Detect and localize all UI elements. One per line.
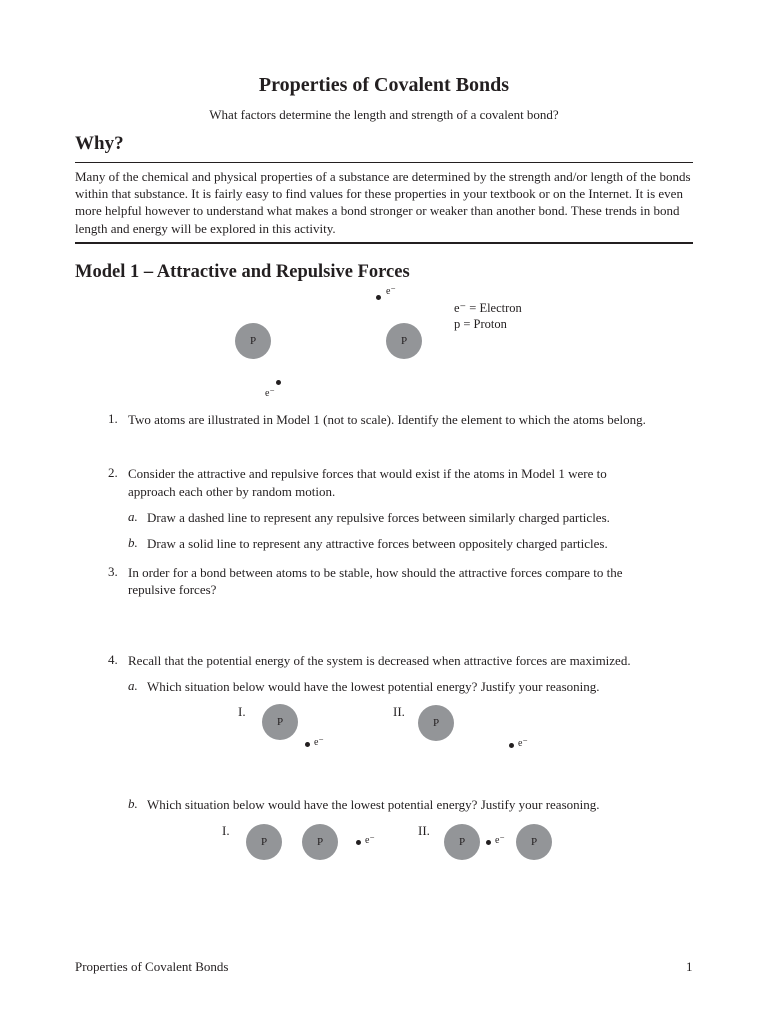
- q4-text: Recall that the potential energy of the system is decreased when attractive forces are maximized.: [128, 653, 631, 668]
- q4b-option-2-proton-left: P: [444, 824, 480, 860]
- q2b-letter: b.: [128, 535, 138, 550]
- q4a-text: Which situation below would have the lowest potential energy? Justify your reasoning.: [147, 679, 600, 694]
- why-paragraph: Many of the chemical and physical properties of a substance are determined by the strength and/or length of the bonds within that substance. It is fairly easy to find values for these properties in your textbook or on the Internet. It is even more helpful however to understand what makes a bond stronger or weaker than another bond. These trends in bond length and energy will be explored in this activity.: [75, 169, 691, 236]
- page-number: 1: [686, 959, 693, 974]
- q4b-text: Which situation below would have the lowest potential energy? Justify your reasoning.: [147, 797, 600, 812]
- page-title: Properties of Covalent Bonds: [258, 74, 510, 96]
- model-electron-top-label: e⁻: [386, 286, 396, 297]
- q4b-option-1-label: I.: [222, 823, 230, 838]
- q2-number: 2.: [108, 465, 118, 480]
- q4b-option-1-electron-label: e⁻: [365, 835, 375, 846]
- legend-proton: p = Proton: [454, 317, 507, 331]
- model-proton-left: P: [235, 323, 271, 359]
- footer-title: Properties of Covalent Bonds: [75, 959, 229, 974]
- q4a-option-1-electron-dot: [305, 742, 310, 747]
- q2a-letter: a.: [128, 509, 138, 524]
- q3-number: 3.: [108, 564, 118, 579]
- why-bottom-rule: [75, 242, 693, 244]
- q4b-option-2-electron-label: e⁻: [495, 835, 505, 846]
- q2-text-line1: Consider the attractive and repulsive forces that would exist if the atoms in Model 1 were to: [128, 466, 607, 481]
- model-electron-bottom-dot: [276, 380, 281, 385]
- q1-number: 1.: [108, 411, 118, 426]
- q2b-text: Draw a solid line to represent any attractive forces between oppositely charged particles.: [147, 536, 608, 551]
- q4a-option-2-proton: P: [418, 705, 454, 741]
- q3-text-line2: repulsive forces?: [128, 582, 217, 597]
- q4b-option-1-electron-dot: [356, 840, 361, 845]
- q4a-option-1-electron-label: e⁻: [314, 737, 324, 748]
- q4b-option-1-proton-left: P: [246, 824, 282, 860]
- q4a-option-2-electron-dot: [509, 743, 514, 748]
- q4-number: 4.: [108, 652, 118, 667]
- q2-text-line2: approach each other by random motion.: [128, 484, 336, 499]
- q2a-text: Draw a dashed line to represent any repulsive forces between similarly charged particles.: [147, 510, 610, 525]
- model-electron-bottom-label: e⁻: [265, 388, 275, 399]
- q4a-option-1-label: I.: [238, 704, 246, 719]
- page-subtitle: What factors determine the length and strength of a covalent bond?: [209, 107, 559, 122]
- model-heading: Model 1 – Attractive and Repulsive Forces: [75, 262, 410, 282]
- q4b-option-1-proton-right: P: [302, 824, 338, 860]
- q4b-letter: b.: [128, 796, 138, 811]
- q4b-option-2-electron-dot: [486, 840, 491, 845]
- q4a-letter: a.: [128, 678, 138, 693]
- q4a-option-2-electron-label: e⁻: [518, 738, 528, 749]
- q4a-option-1-proton: P: [262, 704, 298, 740]
- q4a-option-2-label: II.: [393, 704, 405, 719]
- q4b-option-2-proton-right: P: [516, 824, 552, 860]
- why-top-rule: [75, 162, 693, 163]
- q1-text: Two atoms are illustrated in Model 1 (not to scale). Identify the element to which the atoms belong.: [128, 412, 646, 427]
- model-proton-right: P: [386, 323, 422, 359]
- q4b-option-2-label: II.: [418, 823, 430, 838]
- model-electron-top-dot: [376, 295, 381, 300]
- q3-text-line1: In order for a bond between atoms to be stable, how should the attractive forces compare to the: [128, 565, 623, 580]
- why-heading: Why?: [75, 133, 124, 154]
- legend-electron: e⁻ = Electron: [454, 301, 522, 315]
